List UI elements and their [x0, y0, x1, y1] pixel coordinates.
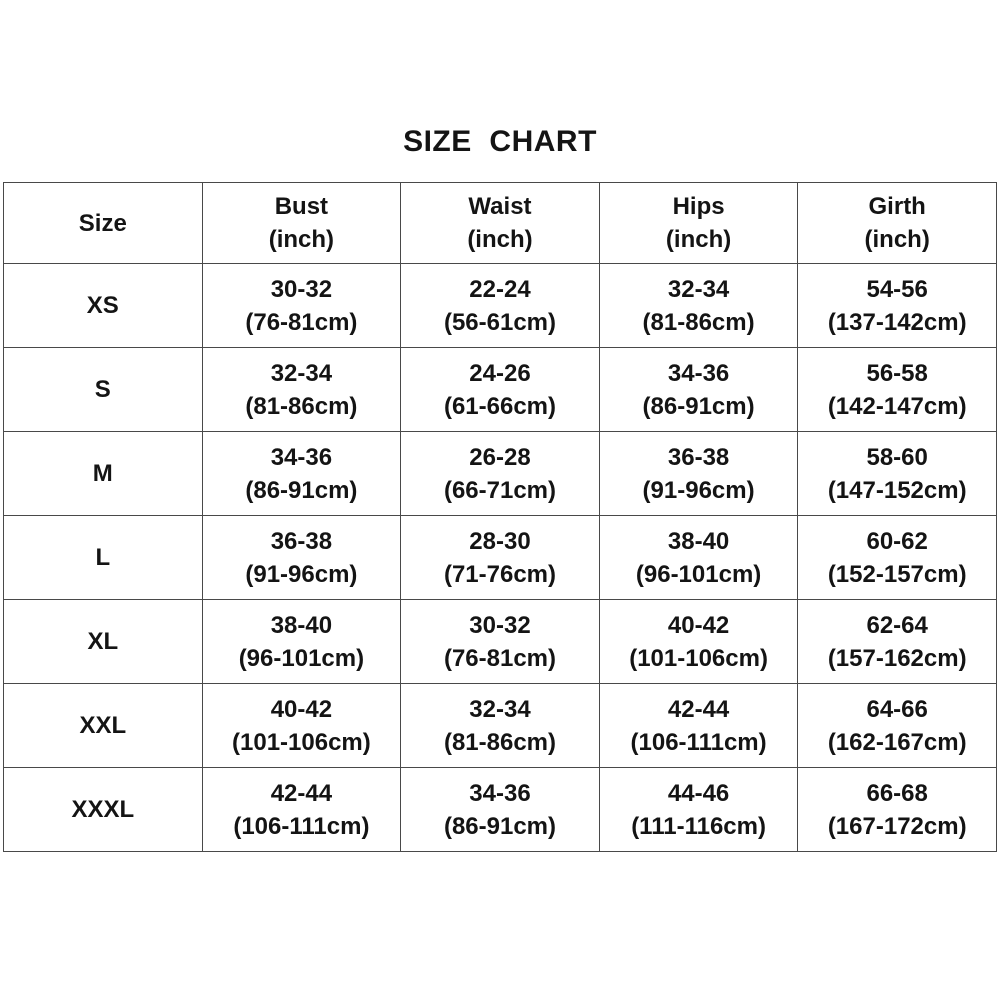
size-chart-table [3, 182, 997, 852]
cm-value: (81-86cm) [245, 392, 358, 420]
size-cell [4, 768, 203, 852]
girth-cell [798, 768, 997, 852]
table-row-xxxl [4, 768, 997, 852]
waist-cell [401, 432, 600, 516]
waist-cell [401, 768, 600, 852]
size-cell [4, 432, 203, 516]
cm-value: (81-86cm) [443, 728, 557, 756]
cm-value: (81-86cm) [642, 308, 755, 336]
bust-cell [202, 684, 401, 768]
header-row [4, 183, 997, 264]
cm-value: (86-91cm) [443, 812, 557, 840]
cm-value: (142-147cm) [827, 392, 967, 420]
table-row-l [4, 516, 997, 600]
header-unit: (inch) [665, 226, 732, 253]
cm-value: (111-116cm) [631, 812, 766, 840]
cm-value: (76-81cm) [245, 308, 358, 336]
inch-value: 36-38 [270, 527, 333, 555]
table-row-xxl [4, 684, 997, 768]
inch-value: 30-32 [270, 275, 333, 303]
inch-value: 32-34 [270, 359, 333, 387]
col-header-waist [401, 183, 600, 264]
girth-cell [798, 684, 997, 768]
header-label: Hips [672, 193, 725, 220]
size-cell [4, 600, 203, 684]
cm-value: (91-96cm) [642, 476, 755, 504]
cm-value: (157-162cm) [827, 644, 967, 672]
header-label: Girth [868, 193, 926, 220]
inch-value: 54-56 [866, 275, 928, 303]
cm-value: (96-101cm) [635, 560, 762, 588]
cm-value: (96-101cm) [238, 644, 365, 672]
cm-value: (106-111cm) [630, 728, 767, 756]
cm-value: (91-96cm) [245, 560, 358, 588]
table-row-xl [4, 600, 997, 684]
size-label: XS [86, 292, 119, 319]
table-row-xs [4, 264, 997, 348]
inch-value: 22-24 [469, 275, 531, 303]
cm-value: (76-81cm) [443, 644, 557, 672]
inch-value: 40-42 [667, 611, 730, 639]
hips-cell [599, 516, 798, 600]
inch-value: 60-62 [866, 527, 928, 555]
size-cell [4, 516, 203, 600]
header-label: Size [78, 209, 127, 237]
cm-value: (71-76cm) [443, 560, 557, 588]
header-unit: (inch) [467, 226, 533, 253]
size-label: XL [87, 628, 119, 655]
inch-value: 40-42 [270, 695, 333, 723]
inch-value: 42-44 [667, 695, 730, 723]
inch-value: 34-36 [270, 443, 333, 471]
size-label: L [95, 544, 111, 571]
inch-value: 62-64 [866, 611, 928, 639]
girth-cell [798, 348, 997, 432]
bust-cell [202, 348, 401, 432]
bust-cell [202, 264, 401, 348]
cm-value: (101-106cm) [232, 728, 371, 756]
waist-cell [401, 348, 600, 432]
inch-value: 38-40 [667, 527, 730, 555]
girth-cell [798, 516, 997, 600]
hips-cell [599, 348, 798, 432]
cm-value: (66-71cm) [443, 476, 557, 504]
col-header-girth [798, 183, 997, 264]
size-cell [4, 684, 203, 768]
size-label: XXL [79, 712, 127, 739]
inch-value: 56-58 [866, 359, 928, 387]
bust-cell [202, 516, 401, 600]
cm-value: (147-152cm) [827, 476, 967, 504]
cm-value: (86-91cm) [642, 392, 755, 420]
inch-value: 36-38 [667, 443, 730, 471]
girth-cell [798, 264, 997, 348]
inch-value: 38-40 [270, 611, 333, 639]
table-row-s [4, 348, 997, 432]
size-cell [4, 348, 203, 432]
inch-value: 32-34 [667, 275, 730, 303]
hips-cell [599, 264, 798, 348]
size-cell [4, 264, 203, 348]
waist-cell [401, 516, 600, 600]
table-row-m [4, 432, 997, 516]
cm-value: (56-61cm) [443, 308, 557, 336]
inch-value: 66-68 [866, 779, 928, 807]
inch-value: 24-26 [469, 359, 531, 387]
cm-value: (101-106cm) [629, 644, 768, 672]
hips-cell [599, 768, 798, 852]
waist-cell [401, 684, 600, 768]
waist-cell [401, 600, 600, 684]
col-header-hips [599, 183, 798, 264]
size-label: XXXL [71, 796, 135, 823]
size-label: M [92, 460, 113, 487]
inch-value: 26-28 [469, 443, 531, 471]
col-header-bust [202, 183, 401, 264]
hips-cell [599, 600, 798, 684]
inch-value: 42-44 [270, 779, 333, 807]
header-unit: (inch) [864, 226, 930, 253]
cm-value: (61-66cm) [443, 392, 557, 420]
girth-cell [798, 432, 997, 516]
girth-cell [798, 600, 997, 684]
inch-value: 32-34 [469, 695, 531, 723]
inch-value: 58-60 [866, 443, 928, 471]
inch-value: 34-36 [667, 359, 730, 387]
bust-cell [202, 600, 401, 684]
waist-cell [401, 264, 600, 348]
cm-value: (86-91cm) [245, 476, 358, 504]
cm-value: (106-111cm) [233, 812, 370, 840]
hips-cell [599, 432, 798, 516]
cm-value: (162-167cm) [827, 728, 967, 756]
header-label: Waist [468, 193, 532, 220]
cm-value: (137-142cm) [827, 308, 967, 336]
cm-value: (152-157cm) [827, 560, 967, 588]
cm-value: (167-172cm) [827, 812, 967, 840]
bust-cell [202, 432, 401, 516]
size-label: S [94, 376, 111, 403]
bust-cell [202, 768, 401, 852]
header-label: Bust [274, 193, 329, 220]
inch-value: 64-66 [866, 695, 928, 723]
col-header-size [4, 183, 203, 264]
header-unit: (inch) [268, 226, 335, 253]
inch-value: 30-32 [469, 611, 531, 639]
hips-cell [599, 684, 798, 768]
inch-value: 34-36 [469, 779, 531, 807]
inch-value: 44-46 [667, 779, 730, 807]
page-title: SIZE CHART [403, 125, 597, 158]
inch-value: 28-30 [469, 527, 531, 555]
